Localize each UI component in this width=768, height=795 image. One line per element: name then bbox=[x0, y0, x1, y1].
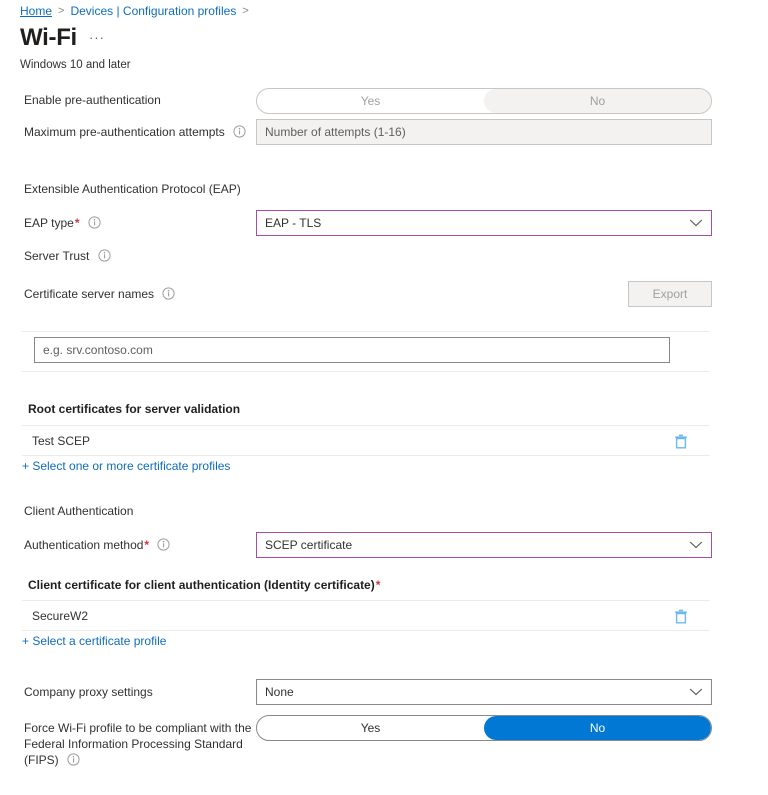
divider bbox=[22, 371, 710, 372]
add-client-certificate-profile-link[interactable]: + Select a certificate profile bbox=[22, 634, 167, 648]
authentication-method-value: SCEP certificate bbox=[265, 538, 353, 552]
company-proxy-settings-label: Company proxy settings bbox=[24, 685, 153, 699]
divider bbox=[22, 455, 710, 456]
breadcrumb-item-home[interactable]: Home bbox=[20, 4, 53, 18]
divider bbox=[22, 331, 710, 332]
chevron-down-icon bbox=[689, 540, 703, 550]
page-title: Wi-Fi bbox=[20, 24, 77, 51]
fips-compliance-label bbox=[24, 720, 254, 770]
info-icon[interactable] bbox=[157, 538, 170, 555]
eap-section-heading: Extensible Authentication Protocol (EAP) bbox=[24, 182, 241, 196]
breadcrumb bbox=[20, 4, 249, 18]
divider bbox=[22, 630, 710, 631]
root-certificate-name: Test SCEP bbox=[32, 434, 91, 448]
enable-pre-authentication-label: Enable pre-authentication bbox=[24, 93, 161, 107]
page-subtitle: Windows 10 and later bbox=[20, 59, 131, 71]
fips-compliance-toggle[interactable] bbox=[256, 715, 712, 741]
authentication-method-dropdown[interactable] bbox=[256, 532, 712, 558]
server-trust-label bbox=[24, 248, 111, 266]
breadcrumb-separator-icon: > bbox=[58, 5, 65, 17]
toggle-option-no[interactable]: No bbox=[484, 716, 711, 740]
divider bbox=[22, 600, 710, 601]
info-icon[interactable] bbox=[67, 753, 80, 770]
authentication-method-text: Authentication method bbox=[24, 538, 144, 552]
eap-type-text: EAP type bbox=[24, 216, 74, 230]
company-proxy-settings-dropdown[interactable] bbox=[256, 679, 712, 705]
company-proxy-settings-value: None bbox=[265, 685, 294, 699]
enable-pre-authentication-toggle[interactable] bbox=[256, 88, 712, 114]
maximum-pre-authentication-attempts-placeholder: Number of attempts (1-16) bbox=[265, 125, 406, 139]
certificate-server-name-placeholder: e.g. srv.contoso.com bbox=[43, 343, 153, 357]
server-trust-text: Server Trust bbox=[24, 249, 90, 263]
authentication-method-label bbox=[24, 537, 170, 555]
page-header bbox=[20, 26, 105, 50]
trash-icon[interactable] bbox=[674, 609, 688, 624]
export-button[interactable]: Export bbox=[628, 281, 712, 307]
breadcrumb-item-devices-configuration-profiles[interactable]: Devices | Configuration profiles bbox=[70, 4, 237, 18]
chevron-down-icon bbox=[689, 687, 703, 697]
info-icon[interactable] bbox=[88, 216, 101, 233]
eap-type-label bbox=[24, 215, 101, 233]
certificate-server-names-label bbox=[24, 286, 175, 304]
certificate-server-names-text: Certificate server names bbox=[24, 287, 155, 301]
required-asterisk: * bbox=[144, 538, 150, 552]
toggle-option-yes[interactable]: Yes bbox=[360, 94, 381, 108]
client-certificate-heading-text: Client certificate for client authentication (Identity certificate) bbox=[28, 578, 375, 592]
fips-compliance-text: Force Wi-Fi profile to be compliant with the Federal Information Processing Standard (FIPS) bbox=[24, 721, 252, 767]
trash-icon[interactable] bbox=[674, 434, 688, 449]
toggle-option-no[interactable]: No bbox=[484, 89, 711, 113]
info-icon[interactable] bbox=[98, 249, 111, 266]
more-options-button[interactable]: ··· bbox=[88, 30, 105, 45]
required-asterisk: * bbox=[375, 578, 381, 592]
table-row bbox=[0, 428, 768, 454]
maximum-pre-authentication-attempts-input[interactable] bbox=[256, 119, 712, 145]
root-certificates-heading: Root certificates for server validation bbox=[28, 402, 241, 416]
add-certificate-profiles-link[interactable]: + Select one or more certificate profiles bbox=[22, 459, 231, 473]
maximum-pre-authentication-attempts-label bbox=[24, 124, 246, 142]
breadcrumb-separator-icon: > bbox=[242, 5, 249, 17]
client-authentication-heading: Client Authentication bbox=[24, 504, 134, 518]
toggle-option-yes[interactable]: Yes bbox=[360, 721, 381, 735]
info-icon[interactable] bbox=[162, 287, 175, 304]
eap-type-value: EAP - TLS bbox=[265, 216, 322, 230]
chevron-down-icon bbox=[689, 218, 703, 228]
client-certificate-name: SecureW2 bbox=[32, 609, 89, 623]
maximum-pre-authentication-attempts-text: Maximum pre-authentication attempts bbox=[24, 125, 225, 139]
divider bbox=[22, 425, 710, 426]
client-certificate-heading bbox=[28, 578, 380, 592]
certificate-server-name-input[interactable] bbox=[34, 337, 670, 363]
eap-type-dropdown[interactable] bbox=[256, 210, 712, 236]
required-asterisk: * bbox=[74, 216, 80, 230]
info-icon[interactable] bbox=[233, 125, 246, 142]
table-row bbox=[0, 603, 768, 629]
